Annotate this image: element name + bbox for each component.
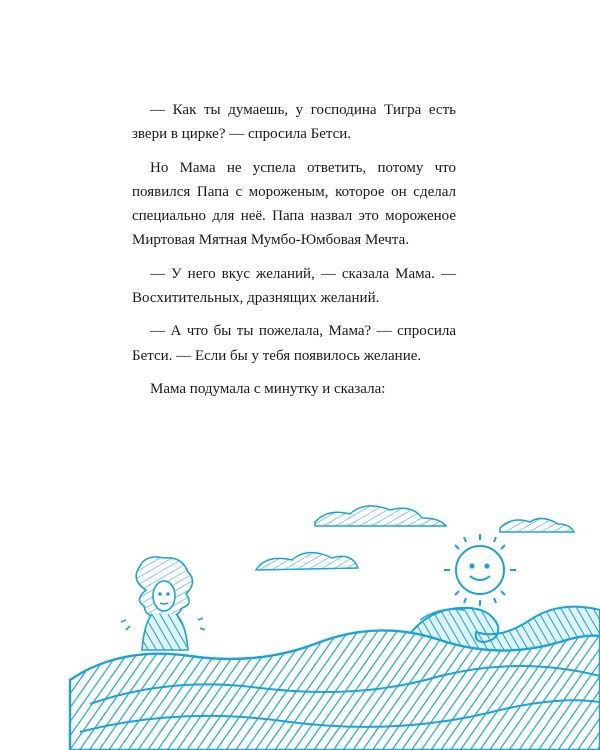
- paragraph-5: Мама подумала с минутку и сказала:: [150, 380, 386, 397]
- paragraph-2: Но Мама не успела ответить, потому что появился Папа с мороженым, которое он сделал специально для неё. Папа назвал это мороженое Миртовая Мятная Мумбо-Юмбовая Мечта.: [132, 159, 456, 249]
- paragraph-3: — У него вкус желаний, — сказала Мама. — Восхитительных, дразнящих желаний.: [132, 265, 456, 307]
- paragraph-4: — А что бы ты пожелала, Мама? — спросила Бетси. — Если бы у тебя появилось желание.: [132, 323, 456, 364]
- sea-illustration: [60, 470, 600, 750]
- sun-icon: [444, 534, 516, 606]
- story-text: [132, 98, 456, 410]
- paragraph-1: — Как ты думаешь, у господина Тигра есть звери в цирке? — спросила Бетси.: [132, 102, 456, 143]
- woman-figure-icon: [121, 557, 205, 650]
- cloud-icon: [500, 518, 574, 532]
- cloud-icon: [315, 506, 446, 526]
- cloud-icon: [256, 552, 358, 570]
